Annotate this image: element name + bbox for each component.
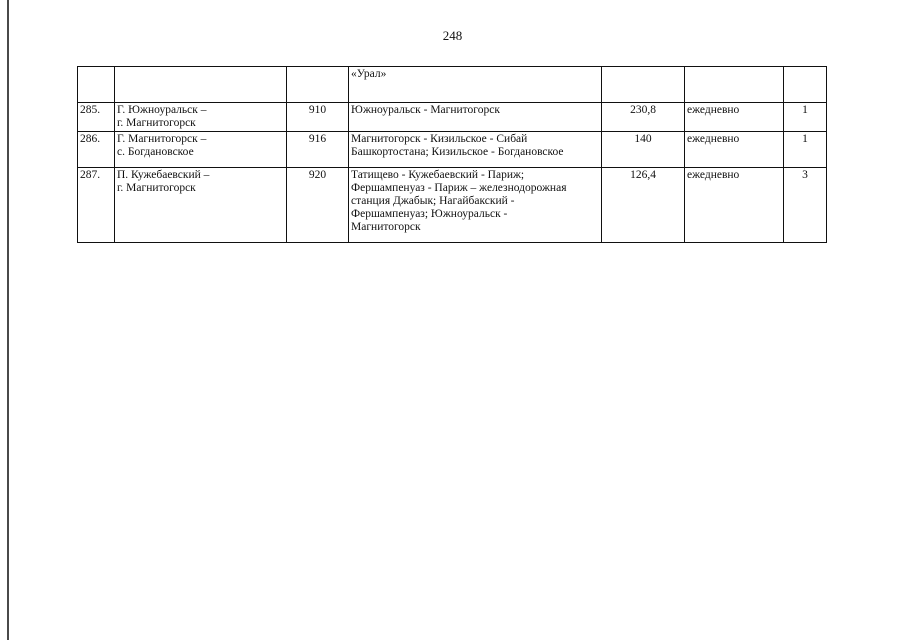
route-name-line: П. Кужебаевский –: [117, 169, 210, 181]
cell-route-code: 916: [287, 132, 349, 168]
cell-number: [78, 67, 115, 103]
cell-route-path: [349, 103, 602, 132]
route-path-line: Магнитогорск - Кизильское - Сибай: [351, 133, 528, 145]
route-name-line: г. Магнитогорск: [117, 182, 196, 194]
cell-route-name: [115, 103, 287, 132]
cell-route-code: 920: [287, 168, 349, 243]
table-row-continuation: [78, 67, 827, 103]
route-path-line: Башкортостана; Кизильское - Богдановское: [351, 146, 564, 158]
route-path-line: Магнитогорск: [351, 221, 421, 233]
cell-number: 285.: [78, 103, 115, 132]
cell-route-path: [349, 132, 602, 168]
cell-route-path: [349, 168, 602, 243]
cell-distance: 126,4: [602, 168, 685, 243]
cell-distance: [602, 67, 685, 103]
cell-route-name: [115, 67, 287, 103]
scan-edge-line: [7, 0, 9, 640]
cell-route-name: [115, 132, 287, 168]
route-name-line: Г. Магнитогорск –: [117, 133, 207, 145]
cell-count: [784, 67, 827, 103]
cell-number: 287.: [78, 168, 115, 243]
route-name-line: с. Богдановское: [117, 146, 194, 158]
route-name-line: г. Магнитогорск: [117, 117, 196, 129]
cell-number: 286.: [78, 132, 115, 168]
route-name-line: Г. Южноуральск –: [117, 104, 207, 116]
route-path-line: Фершампенуаз; Южноуральск -: [351, 208, 508, 220]
cell-count: 3: [784, 168, 827, 243]
route-path-line: станция Джабык; Нагайбакский -: [351, 195, 515, 207]
routes-table: [77, 66, 827, 243]
cell-count: 1: [784, 132, 827, 168]
cell-frequency: ежедневно: [685, 132, 784, 168]
table-row: [78, 168, 827, 243]
route-path-line: Татищево - Кужебаевский - Париж;: [351, 169, 525, 181]
cell-frequency: [685, 67, 784, 103]
cell-distance: 230,8: [602, 103, 685, 132]
cell-distance: 140: [602, 132, 685, 168]
cell-route-name: [115, 168, 287, 243]
cell-route-code: [287, 67, 349, 103]
table-row: [78, 132, 827, 168]
cell-frequency: ежедневно: [685, 168, 784, 243]
cell-frequency: ежедневно: [685, 103, 784, 132]
table-row: [78, 103, 827, 132]
page-number: 248: [442, 28, 463, 43]
cell-route-code: 910: [287, 103, 349, 132]
route-path-line: Фершампенуаз - Париж – железнодорожная: [351, 182, 567, 194]
route-path-line: Южноуральск - Магнитогорск: [351, 104, 500, 116]
cell-route-path: «Урал»: [349, 67, 602, 103]
cell-count: 1: [784, 103, 827, 132]
